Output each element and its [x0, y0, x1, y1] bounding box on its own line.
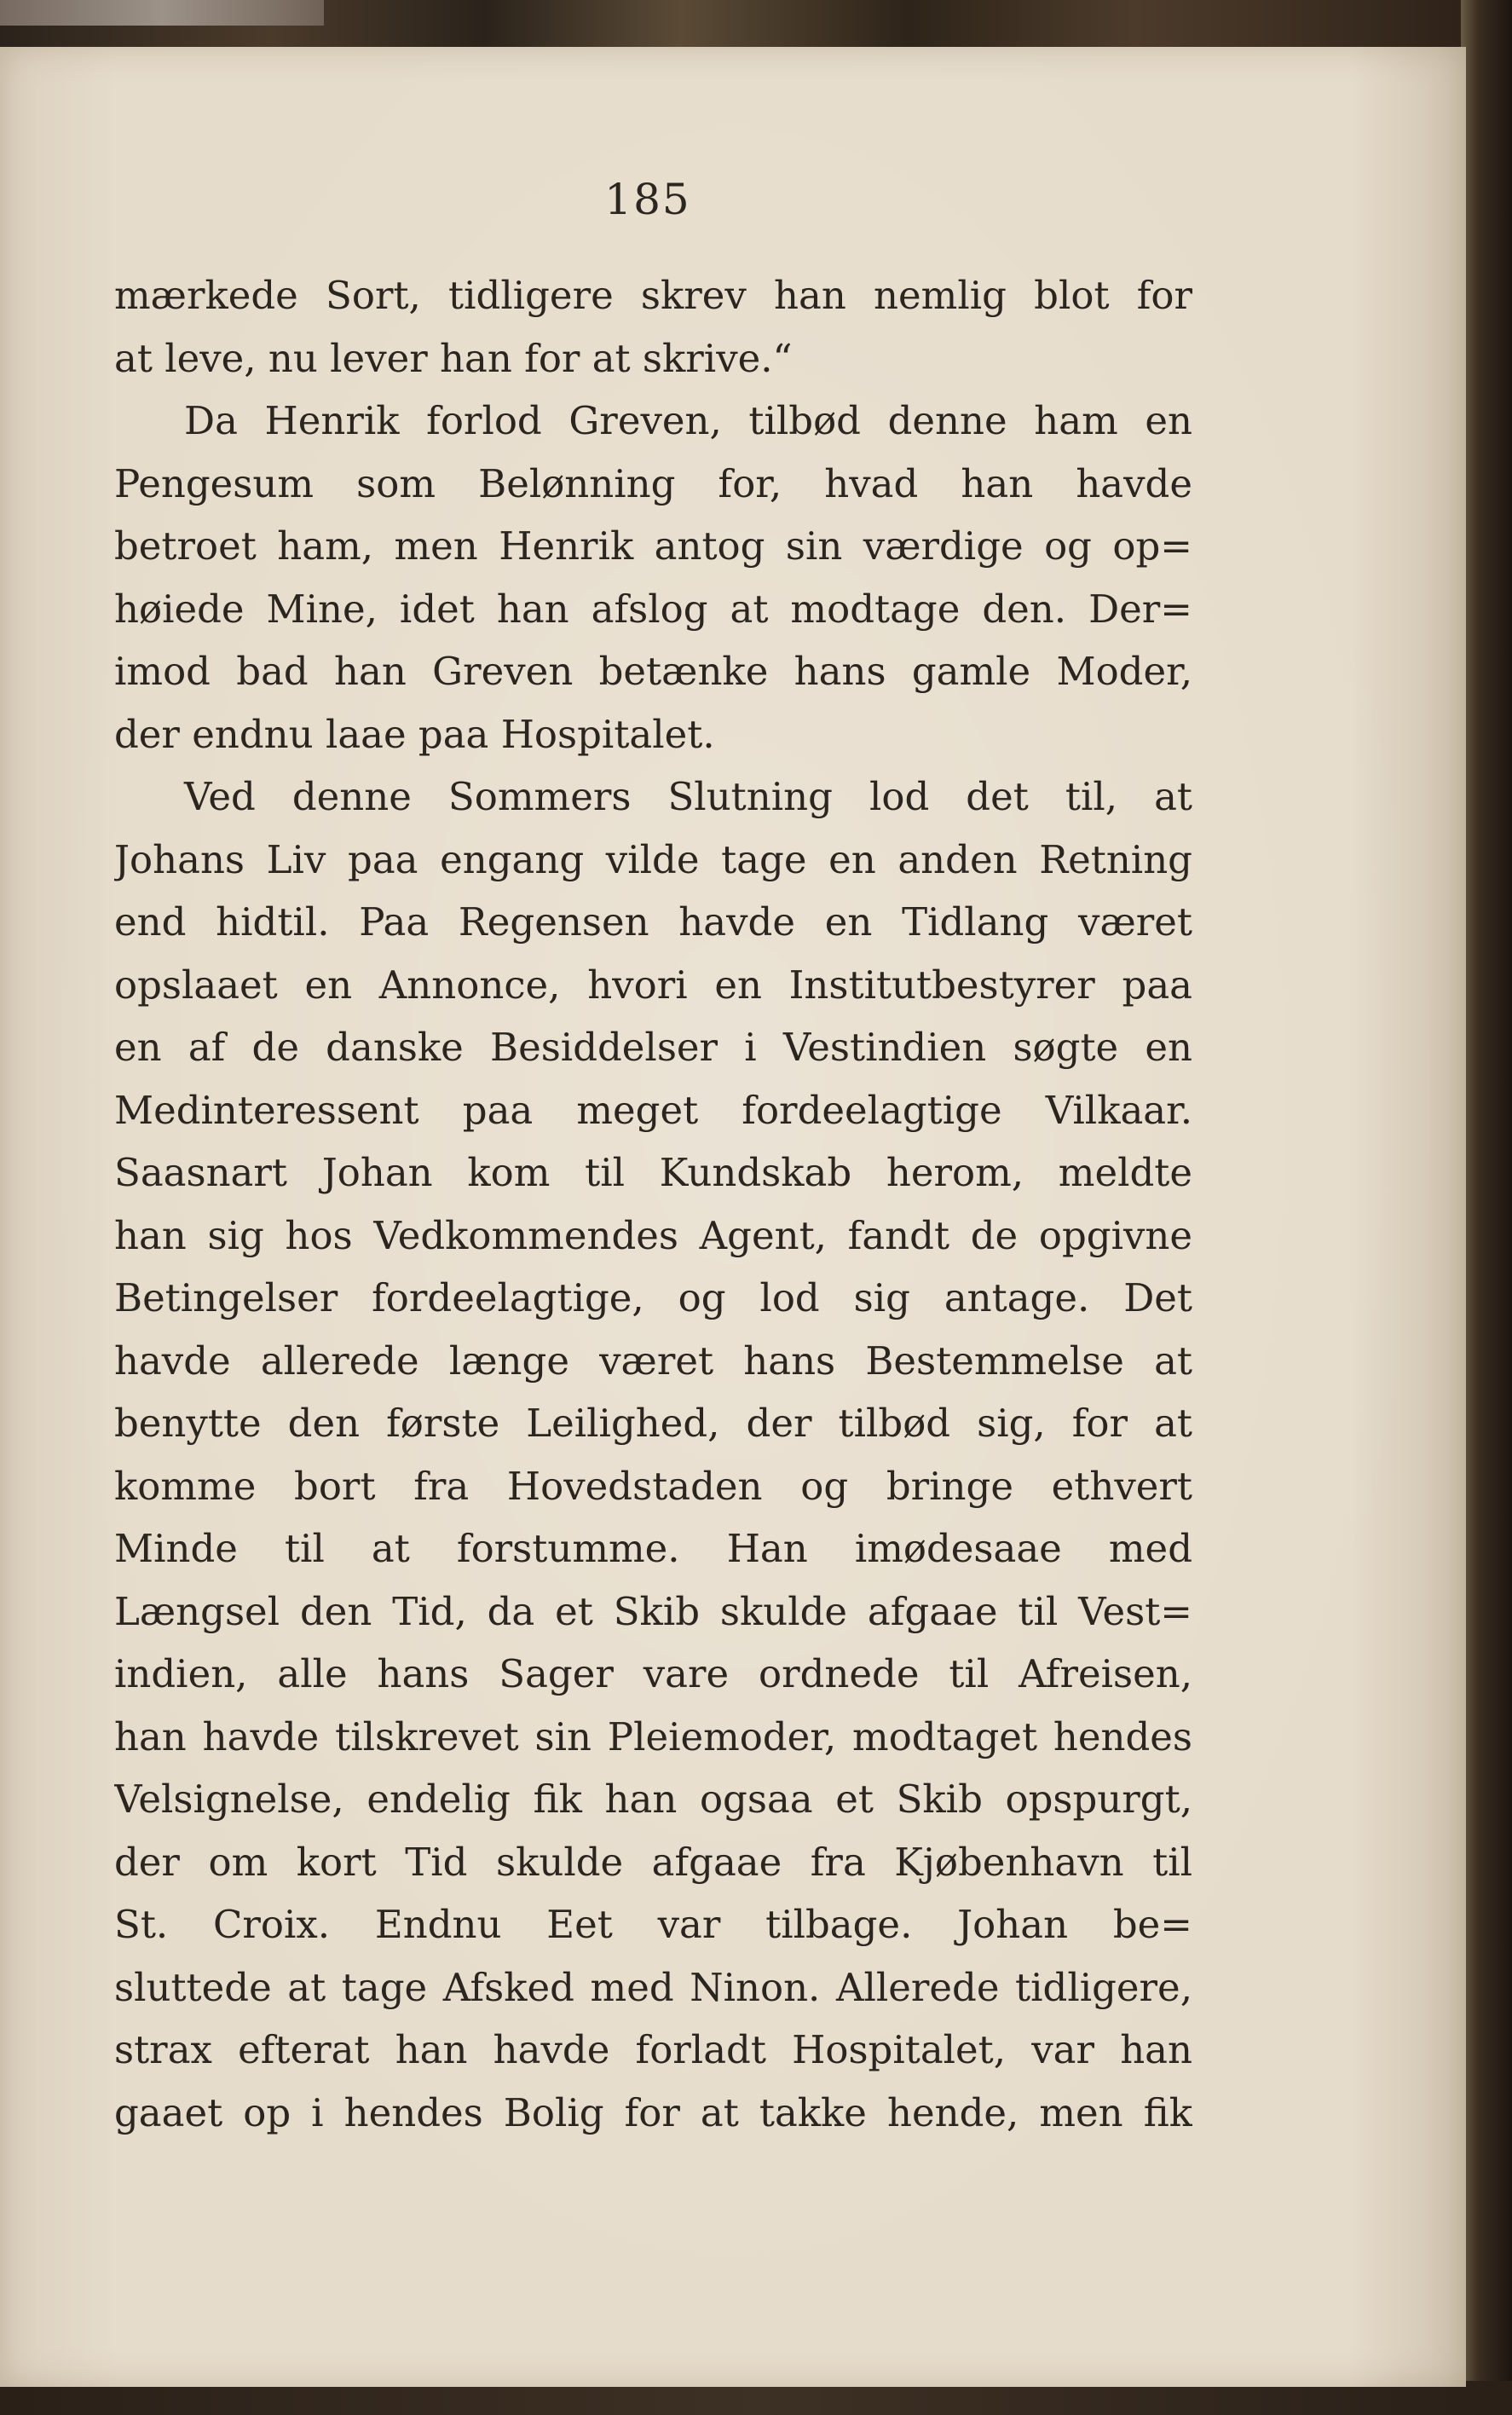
text-line: Pengesum som Belønning for, hvad han havde: [114, 460, 1192, 506]
text-line: opslaaet en Annonce, hvori en Institutbestyrer paa: [114, 962, 1192, 1008]
text-line: havde allerede længe været hans Bestemmelse at: [114, 1337, 1192, 1384]
text-line: Ved denne Sommers Slutning lod det til, at: [184, 774, 1192, 819]
text-line: Da Henrik forlod Greven, tilbød denne ham en: [184, 398, 1192, 443]
text-line: komme bort fra Hovedstaden og bringe ethvert: [114, 1463, 1192, 1509]
text-line: mærkede Sort, tidligere skrev han nemlig blot for: [114, 273, 1192, 318]
text-line: St. Croix. Endnu Eet var tilbage. Johan be=: [114, 1902, 1192, 1947]
text-line: han sig hos Vedkommendes Agent, fandt de opgivne: [114, 1212, 1192, 1258]
text-line: gaaet op i hendes Bolig for at takke hende, men fik: [114, 2089, 1192, 2135]
page-number: 185: [604, 175, 691, 224]
text-line: strax efterat han havde forladt Hospitalet, var han: [114, 2027, 1192, 2072]
printed-page: [0, 47, 1466, 2387]
text-line: en af de danske Besiddelser i Vestindien søgte en: [114, 1025, 1192, 1070]
text-line: Længsel den Tid, da et Skib skulde afgaae til Vest=: [114, 1588, 1192, 1634]
text-line: der om kort Tid skulde afgaae fra Kjøbenhavn til: [114, 1839, 1192, 1885]
text-line: sluttede at tage Afsked med Ninon. Allerede tidligere,: [114, 1964, 1192, 2010]
body-text: [114, 264, 1192, 2144]
text-line: Saasnart Johan kom til Kundskab herom, meldte: [114, 1150, 1192, 1195]
text-line: betroet ham, men Henrik antog sin værdige og op=: [114, 523, 1192, 569]
text-line: Minde til at forstumme. Han imødesaae med: [114, 1526, 1192, 1571]
text-line: høiede Mine, idet han afslog at modtage den. Der=: [114, 586, 1192, 632]
text-line: end hidtil. Paa Regensen havde en Tidlang været: [114, 899, 1192, 945]
text-line: han havde tilskrevet sin Pleiemoder, modtaget hendes: [114, 1713, 1192, 1759]
text-line: der endnu laae paa Hospitalet.: [114, 711, 715, 757]
cover-label-fragment: [0, 0, 324, 26]
text-line: Johans Liv paa engang vilde tage en anden Retning: [114, 836, 1192, 882]
text-line: Velsignelse, endelig fik han ogsaa et Skib opspurgt,: [114, 1777, 1192, 1822]
text-line: imod bad han Greven betænke hans gamle Moder,: [114, 649, 1192, 694]
text-line: Betingelser fordeelagtige, og lod sig antage. Det: [114, 1275, 1192, 1320]
text-line: Medinteressent paa meget fordeelagtige Vilkaar.: [114, 1087, 1192, 1133]
book-spine-edge: [1461, 0, 1512, 2415]
text-line: indien, alle hans Sager vare ordnede til Afreisen,: [114, 1651, 1192, 1696]
text-line: benytte den første Leilighed, der tilbød sig, for at: [114, 1401, 1192, 1446]
text-line: at leve, nu lever han for at skrive.“: [114, 335, 793, 381]
